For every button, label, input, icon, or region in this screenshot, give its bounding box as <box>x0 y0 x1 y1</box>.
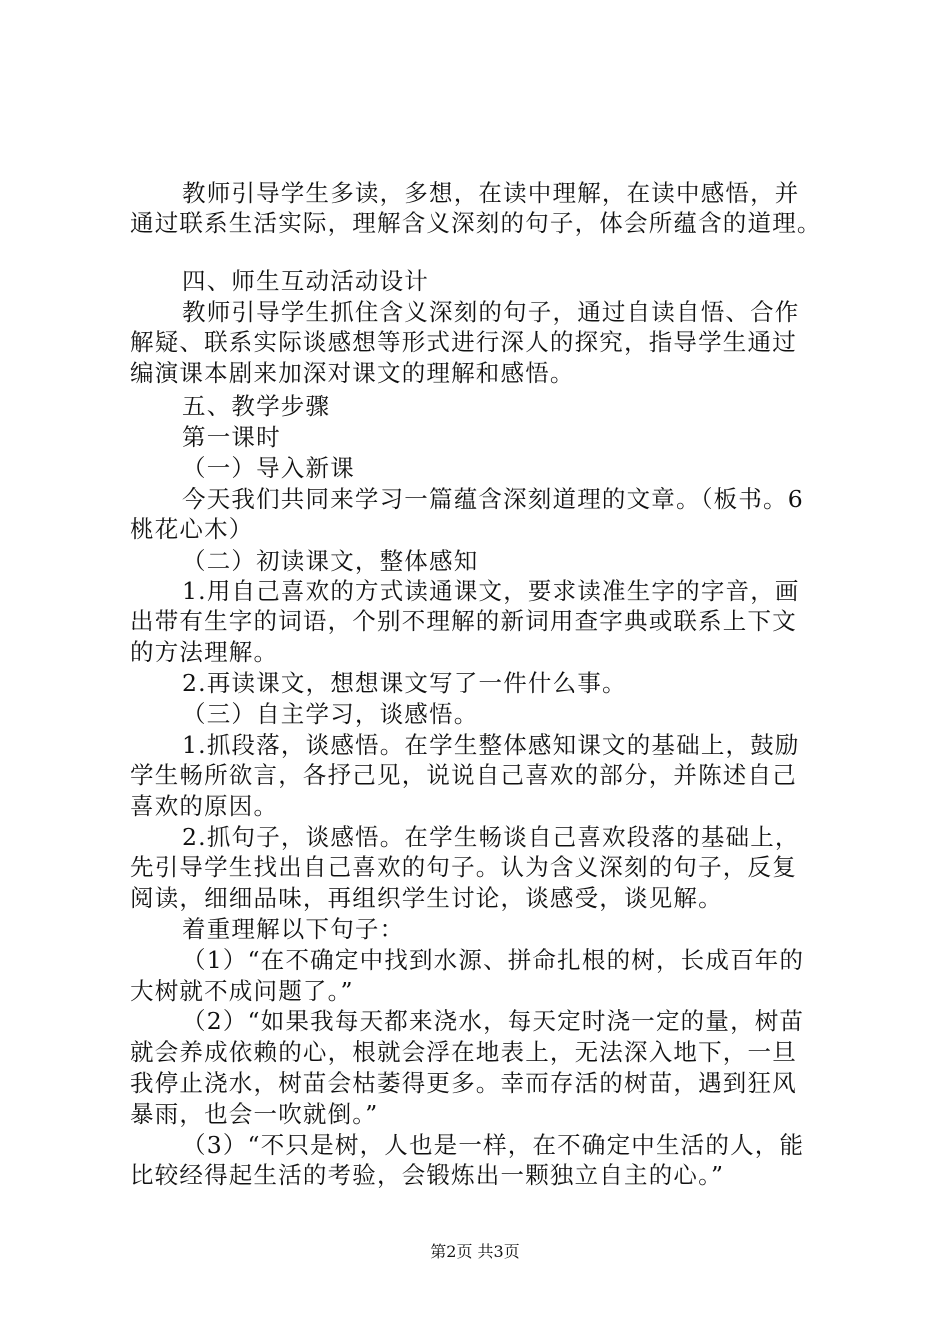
text-line: 教师引导学生抓住含义深刻的句子，通过自读自悟、合作 <box>182 298 800 326</box>
subsection-heading: （二）初读课文，整体感知 <box>182 547 479 575</box>
section-heading: 四、师生互动活动设计 <box>182 267 429 295</box>
text-line: 的方法理解。 <box>130 638 279 666</box>
text-line: 先引导学生找出自己喜欢的句子。认为含义深刻的句子，反复 <box>130 853 797 881</box>
subsection-heading: （一）导入新课 <box>182 454 355 482</box>
text-line: 编演课本剧来加深对课文的理解和感悟。 <box>130 359 575 387</box>
text-line: 解疑、联系实际谈感想等形式进行深人的探究，指导学生通过 <box>130 328 797 356</box>
subsection-heading: （三）自主学习，谈感悟。 <box>182 700 479 728</box>
text-line: 今天我们共同来学习一篇蕴含深刻道理的文章。（板书。6 <box>182 485 804 513</box>
quote-line: （3）“不只是树，人也是一样，在不确定中生活的人，能 <box>182 1131 805 1159</box>
section-heading: 五、教学步骤 <box>182 392 331 420</box>
quote-line: 大树就不成问题了。” <box>130 977 354 1005</box>
text-line: 着重理解以下句子： <box>182 915 405 943</box>
subsection-heading: 第一课时 <box>182 423 281 451</box>
quote-line: （1）“在不确定中找到水源、拼命扎根的树，长成百年的 <box>182 946 805 974</box>
text-line: 学生畅所欲言，各抒己见，说说自己喜欢的部分，并陈述自己 <box>130 761 797 789</box>
text-line: 1.抓段落，谈感悟。在学生整体感知课文的基础上，鼓励 <box>182 731 800 759</box>
text-line: 通过联系生活实际，理解含义深刻的句子，体会所蕴含的道理。 <box>130 209 822 237</box>
text-line: 喜欢的原因。 <box>130 792 279 820</box>
page-footer: 第2页 共3页 <box>430 1242 520 1261</box>
quote-line: 就会养成依赖的心，根就会浮在地表上，无法深入地下，一旦 <box>130 1038 797 1066</box>
quote-line: 我停止浇水，树苗会枯萎得更多。幸而存活的树苗，遇到狂风 <box>130 1069 797 1097</box>
quote-line: 比较经得起生活的考验，会锻炼出一颗独立自主的心。” <box>130 1161 725 1189</box>
text-line: 1.用自己喜欢的方式读通课文，要求读准生字的字音，画 <box>182 577 800 605</box>
text-line: 教师引导学生多读，多想，在读中理解，在读中感悟，并 <box>182 179 800 207</box>
quote-line: 暴雨，也会一吹就倒。” <box>130 1100 379 1128</box>
text-line: 阅读，细细品味，再组织学生讨论，谈感受，谈见解。 <box>130 884 723 912</box>
text-line: 2.抓句子，谈感悟。在学生畅谈自己喜欢段落的基础上， <box>182 823 800 851</box>
text-line: 桃花心木） <box>130 515 254 543</box>
text-line: 出带有生字的词语，个别不理解的新词用查字典或联系上下文 <box>130 607 797 635</box>
text-line: 2.再读课文，想想课文写了一件什么事。 <box>182 669 627 697</box>
quote-line: （2）“如果我每天都来浇水，每天定时浇一定的量，树苗 <box>182 1007 805 1035</box>
